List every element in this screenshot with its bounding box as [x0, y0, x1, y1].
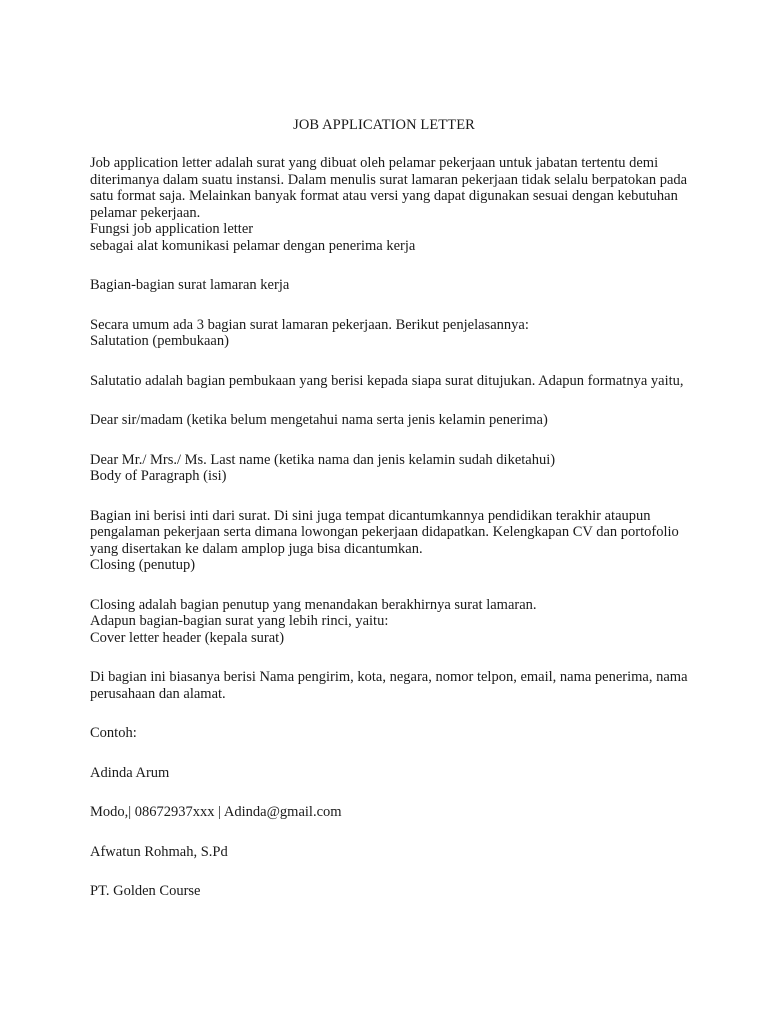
sender-contact-text: Modo,| 08672937xxx | Adinda@gmail.com: [90, 804, 342, 820]
example-label: [90, 725, 690, 742]
sender-contact: [90, 804, 690, 821]
header-description-line: Di bagian ini biasanya berisi Nama pengirim, kota, negara, nomor telpon, email, nama penerima, nama: [90, 669, 688, 685]
example-label-text: Contoh:: [90, 725, 137, 741]
header-description-paragraph: [90, 669, 690, 702]
intro-line: diterimanya dalam suatu instansi. Dalam menulis surat lamaran pekerjaan tidak selalu berpatokan pada: [90, 171, 688, 188]
company-name: [90, 883, 690, 900]
closing-description-line: Cover letter header (kepala surat): [90, 629, 285, 646]
closing-description-line: Closing adalah bagian penutup yang menandakan berakhirnya surat lamaran.: [90, 596, 537, 613]
parts-heading-text: Bagian-bagian surat lamaran kerja: [90, 277, 290, 293]
body-description-paragraph: [90, 508, 690, 574]
company-name-text: PT. Golden Course: [90, 883, 201, 899]
sender-name-text: Adinda Arum: [90, 764, 170, 781]
dear-mr-line: Dear Mr./ Mrs./ Ms. Last name (ketika nama dan jenis kelamin sudah diketahui): [90, 451, 556, 468]
dear-mr-paragraph: [90, 452, 690, 485]
salutation-description: [90, 373, 690, 390]
dear-sir-paragraph: [90, 412, 690, 429]
salutation-description-text: Salutatio adalah bagian pembukaan yang berisi kepada siapa surat ditujukan. Adapun formatnya yaitu,: [90, 372, 684, 389]
document-title: JOB APPLICATION LETTER: [293, 117, 475, 133]
intro-line: satu format saja. Melainkan banyak format atau versi yang dapat digunakan sesuai dengan kebutuhan: [90, 188, 678, 204]
parts-heading: [90, 277, 690, 294]
body-description-line: pengalaman pekerjaan serta dimana lowongan pekerjaan didapatkan. Kelengkapan CV dan portofolio: [90, 524, 679, 540]
dear-sir-text: Dear sir/madam (ketika belum mengetahui nama serta jenis kelamin penerima): [90, 412, 548, 428]
body-description-line: yang disertakan ke dalam amplop juga bisa dicantumkan.: [90, 540, 423, 557]
closing-description-line: Adapun bagian-bagian surat yang lebih rinci, yaitu:: [90, 613, 389, 629]
sender-name: [90, 765, 690, 782]
intro-line: Fungsi job application letter: [90, 221, 254, 237]
closing-description-paragraph: [90, 597, 690, 647]
recipient-name: [90, 844, 690, 861]
recipient-name-text: Afwatun Rohmah, S.Pd: [90, 843, 228, 860]
intro-paragraph: [90, 155, 690, 254]
intro-line: pelamar pekerjaan.: [90, 204, 201, 221]
body-description-line: Closing (penutup): [90, 557, 196, 573]
parts-intro-paragraph: [90, 317, 690, 350]
dear-mr-line: Body of Paragraph (isi): [90, 468, 227, 484]
intro-line: sebagai alat komunikasi pelamar dengan penerima kerja: [90, 237, 416, 254]
parts-intro-line: Secara umum ada 3 bagian surat lamaran pekerjaan. Berikut penjelasannya:: [90, 316, 529, 333]
body-description-line: Bagian ini berisi inti dari surat. Di sini juga tempat dicantumkannya pendidikan terakhir ataupun: [90, 507, 651, 524]
document-body: [90, 155, 690, 900]
parts-intro-line: Salutation (pembukaan): [90, 333, 229, 349]
intro-line: Job application letter adalah surat yang dibuat oleh pelamar pekerjaan untuk jabatan tertentu demi: [90, 155, 659, 171]
header-description-line: perusahaan dan alamat.: [90, 685, 226, 702]
